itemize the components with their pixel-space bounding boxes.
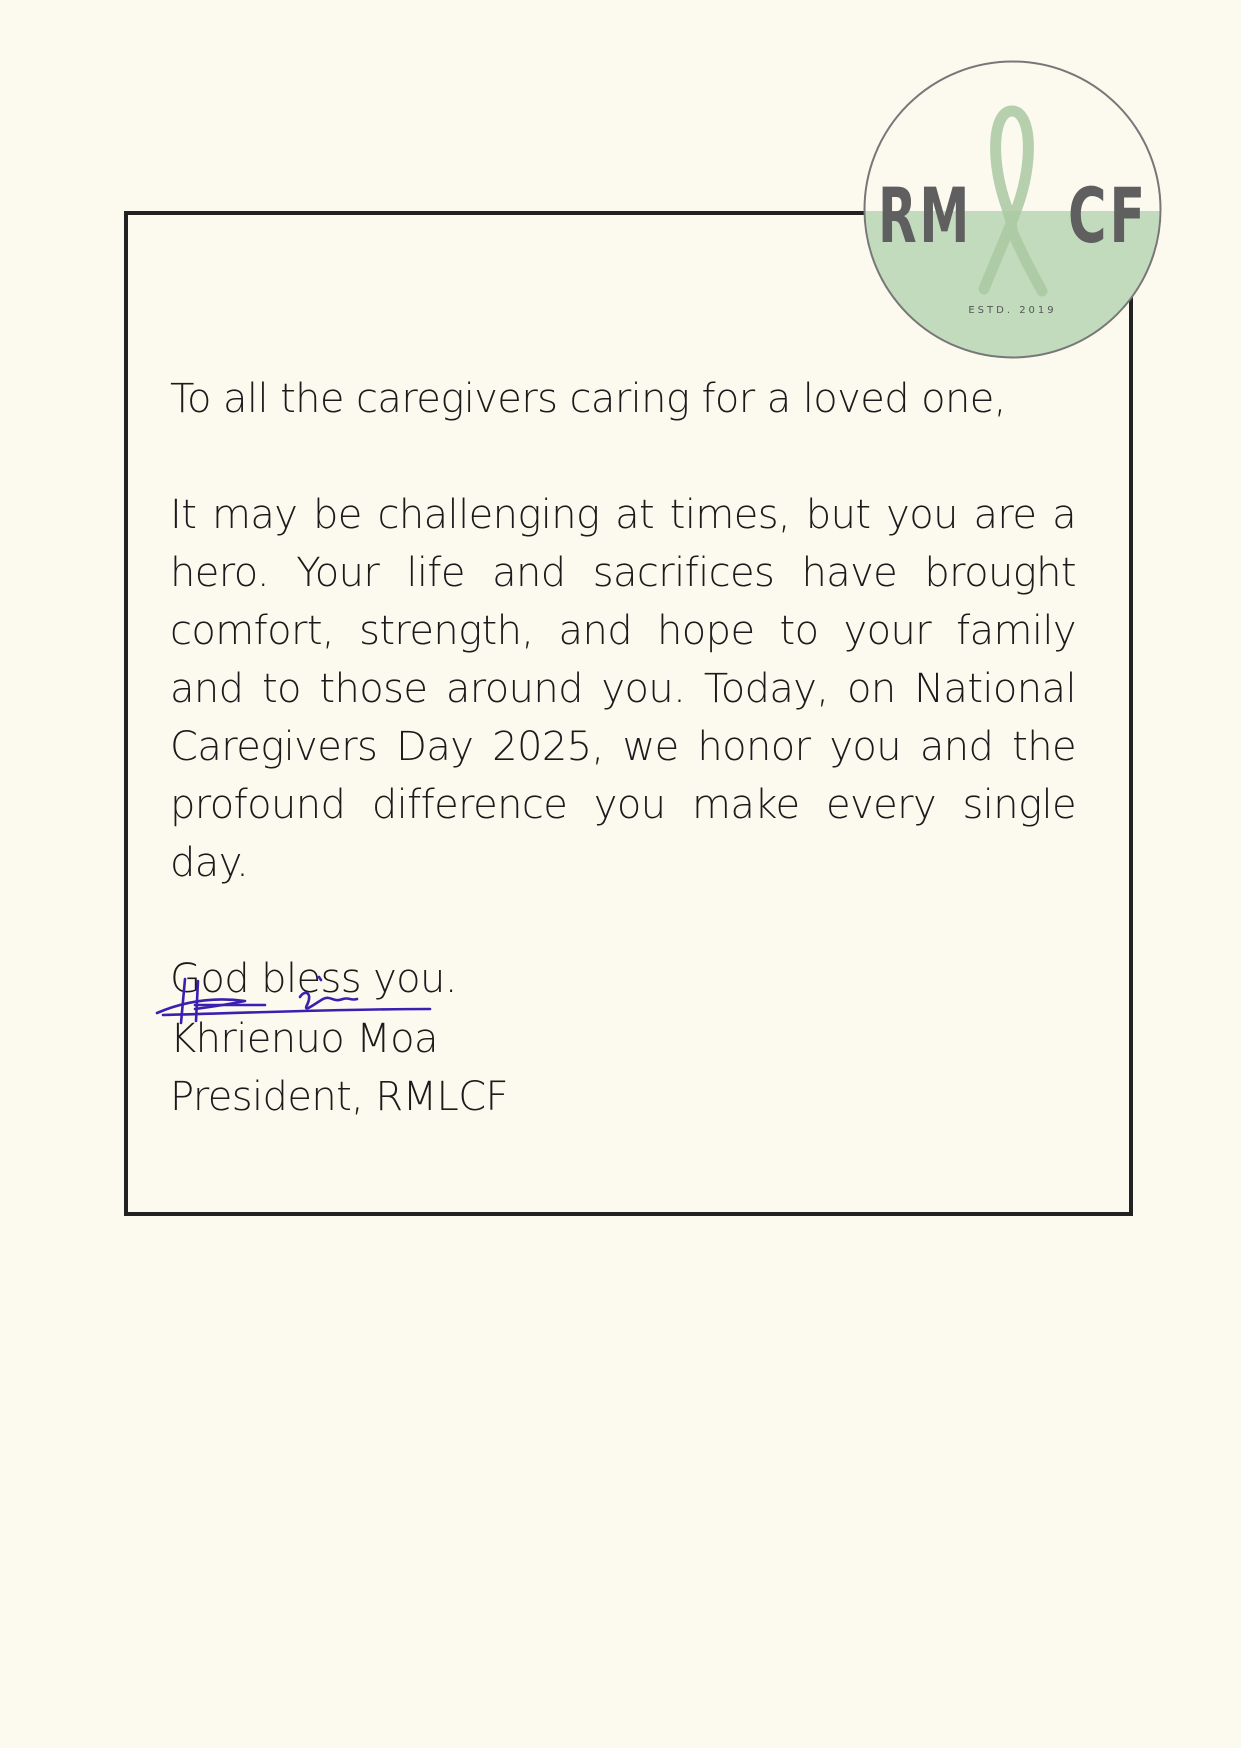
logo-established: ESTD. 2019	[968, 305, 1057, 316]
letter-body	[170, 370, 1076, 1008]
signatory-title: President, RMLCF	[170, 1074, 508, 1120]
logo-text-right: CF	[1068, 171, 1148, 260]
signatory-name: Khrienuo Moa	[170, 1016, 438, 1062]
signature-block	[170, 1010, 508, 1126]
rmlcf-logo	[862, 59, 1163, 360]
logo-text-left: RM	[878, 171, 972, 260]
salutation: To all the caregivers caring for a loved one,	[170, 376, 1006, 422]
closing-line: God bless you.	[170, 956, 457, 1002]
body-paragraph: It may be challenging at times, but you are a hero. Your life and sacrifices have brought comfort, strength, and hope to your family and to those around you. Today, on National Caregivers Day 2025, we honor you and the profound difference you make every single day.	[170, 492, 1076, 886]
